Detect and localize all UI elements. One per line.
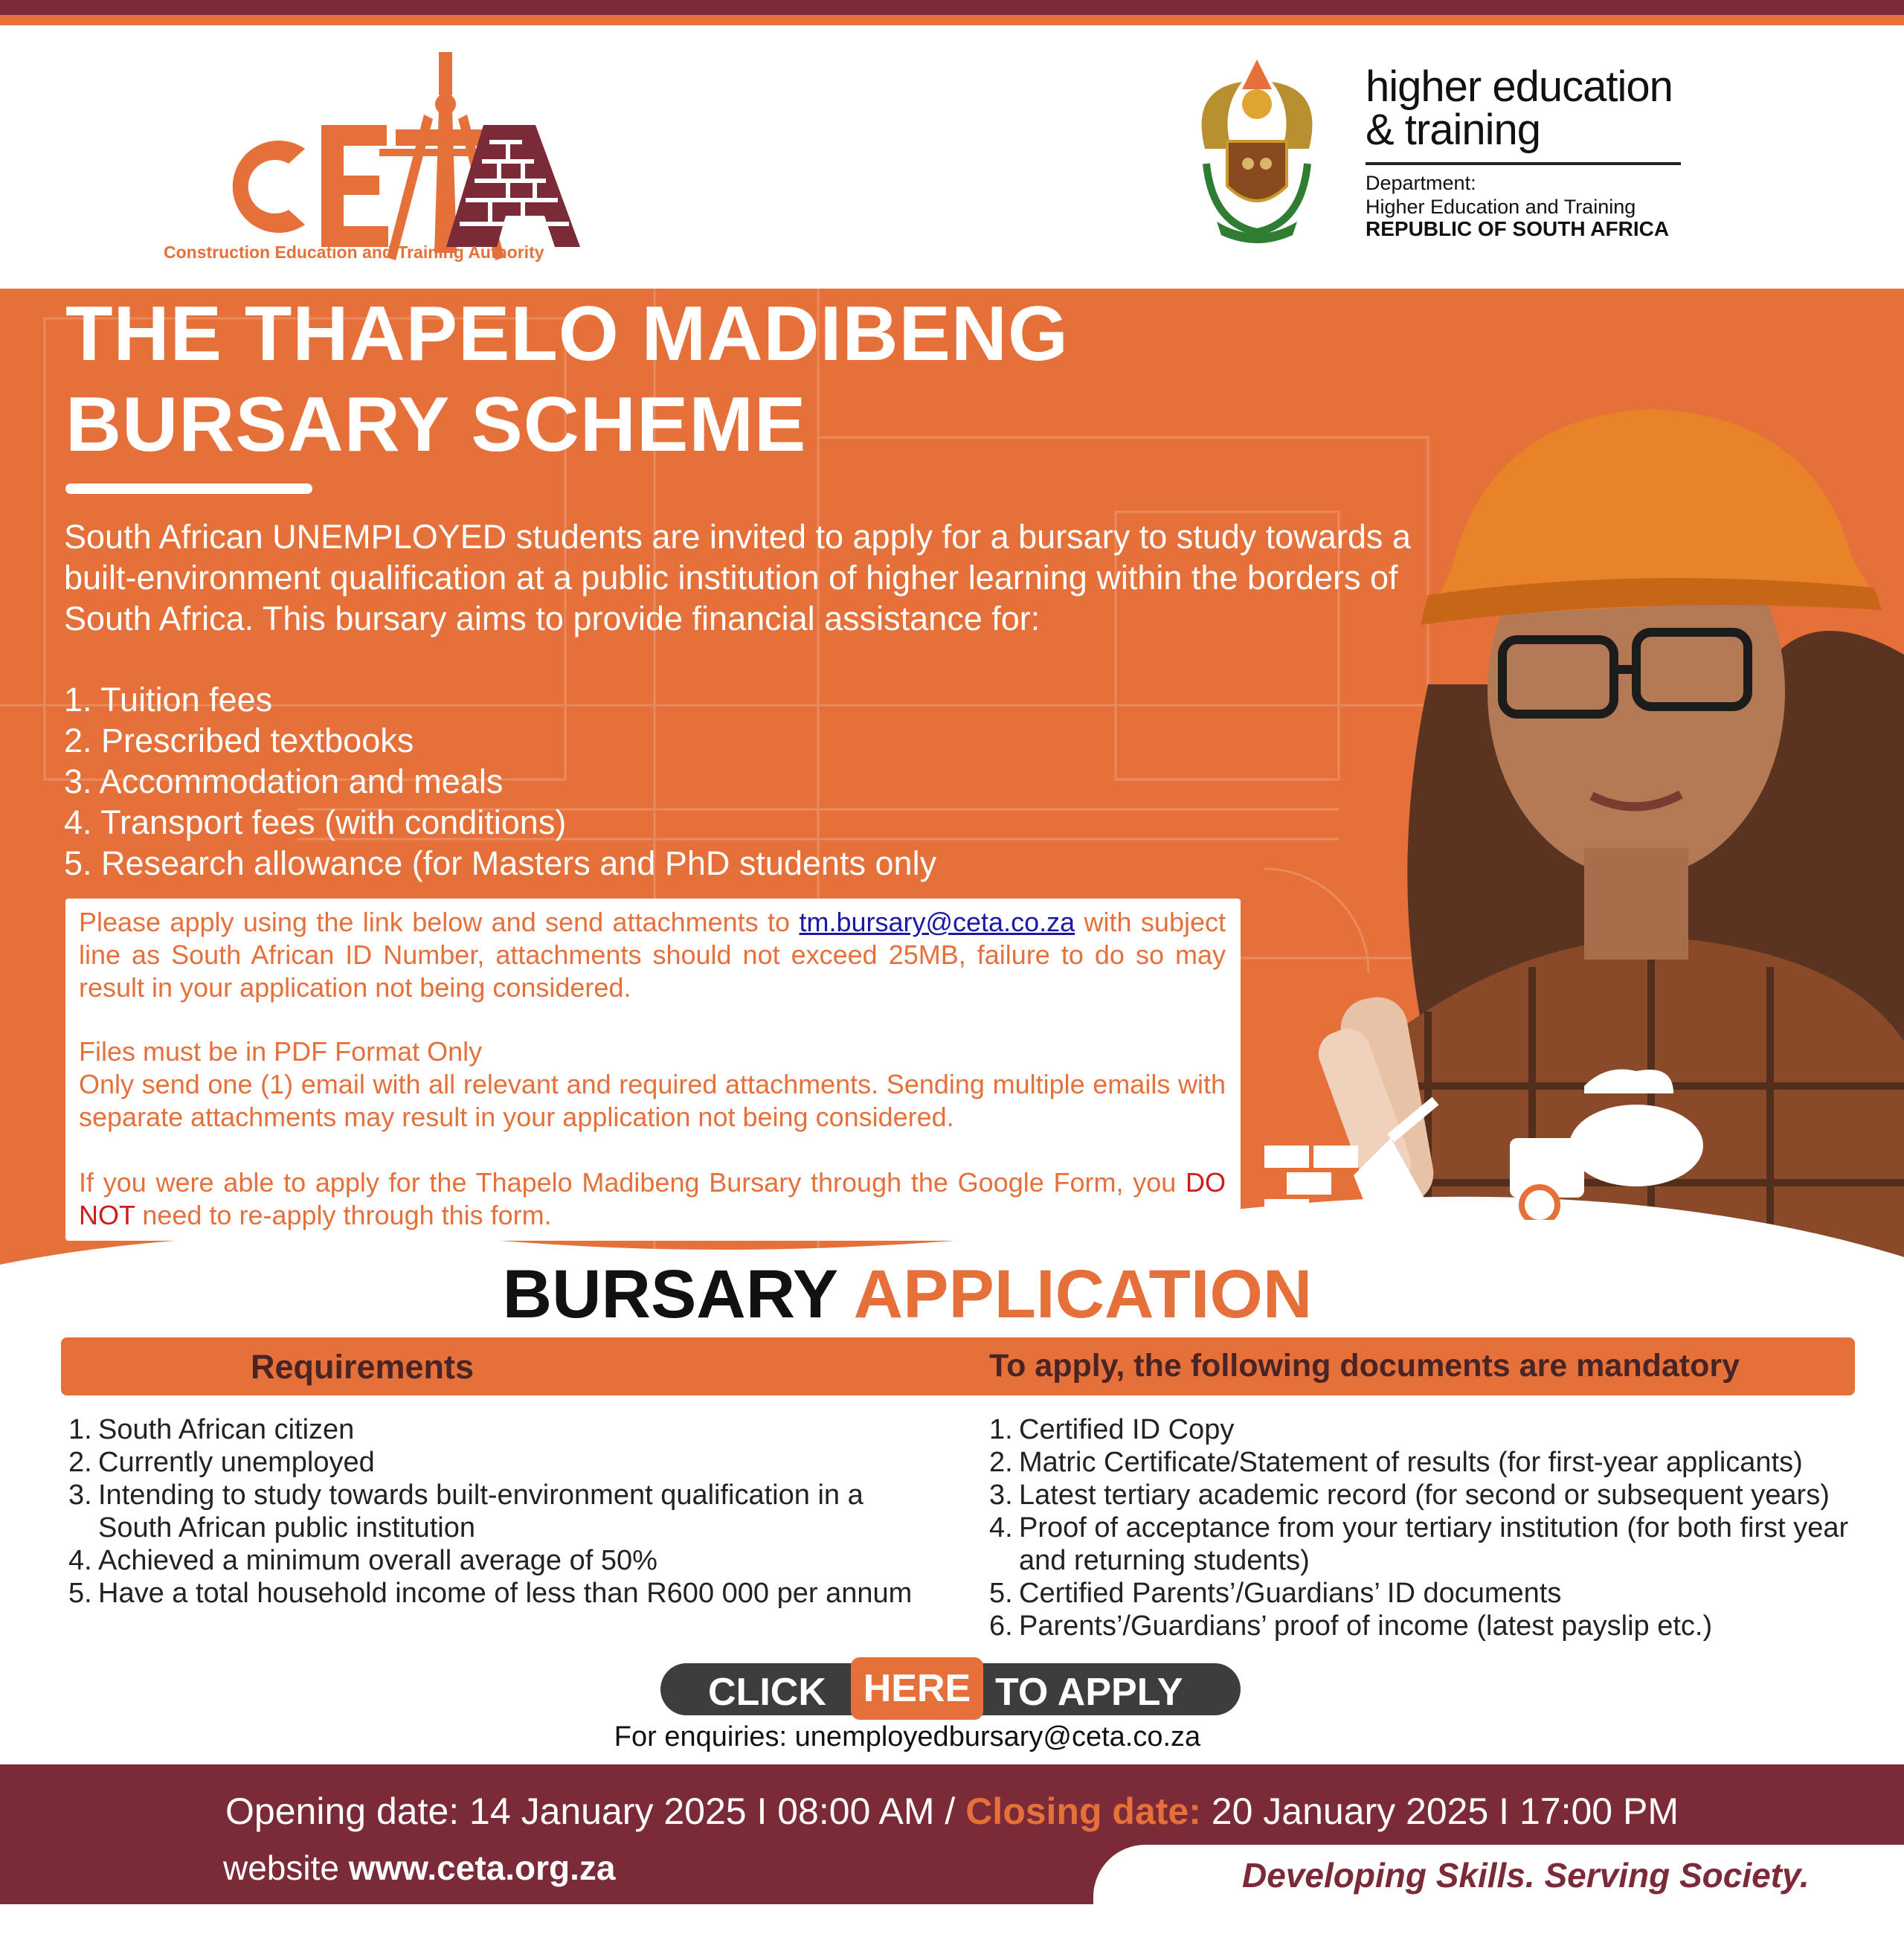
website	[223, 1848, 615, 1888]
list-item-text: Proof of acceptance from your tertiary institution (for both first year and returning students)	[1019, 1512, 1849, 1576]
benefits-list	[64, 679, 936, 884]
notice-text: need to re-apply through this form.	[135, 1200, 552, 1230]
list-item-text: Have a total household income of less than R600 000 per annum	[98, 1578, 913, 1609]
benefit-item: 3. Accommodation and meals	[64, 762, 504, 800]
top-stripe	[0, 0, 1904, 15]
list-item	[989, 1413, 1874, 1446]
page-title	[65, 289, 1069, 470]
requirements-header: Requirements	[250, 1348, 475, 1386]
list-item-number: 4.	[68, 1545, 92, 1576]
cta-to-apply-label[interactable]: TO APPLY	[995, 1671, 1183, 1714]
construction-icons	[1257, 997, 1718, 1220]
benefit-item: 2. Prescribed textbooks	[64, 722, 414, 759]
opening-date: Opening date: 14 January 2025 I 08:00 AM /	[225, 1790, 966, 1832]
list-item	[68, 1479, 946, 1544]
website-link[interactable]: www.ceta.org.za	[348, 1848, 616, 1887]
page-title-line1: THE THAPELO MADIBENG	[65, 291, 1069, 377]
benefit-item: 4. Transport fees (with conditions)	[64, 803, 567, 841]
list-item	[989, 1577, 1874, 1610]
bricks-icon	[1264, 1146, 1358, 1217]
cta-click-label[interactable]: CLICK	[708, 1671, 826, 1714]
do-not-emphasis: DO NOT	[79, 1167, 1226, 1230]
list-item	[989, 1446, 1874, 1479]
notice-text: Only send one (1) email with all relevant and required attachments. Sending multiple emails with separate attachments may result in your application not being considered.	[79, 1069, 1226, 1132]
list-item-text: Parents’/Guardians’ proof of income (latest payslip etc.)	[1019, 1610, 1713, 1642]
list-item	[989, 1511, 1874, 1577]
list-item-number: 3.	[989, 1480, 1013, 1511]
list-item-text: Certified Parents’/Guardians’ ID documents	[1019, 1578, 1562, 1609]
list-item	[989, 1610, 1874, 1642]
list-item-number: 3.	[68, 1480, 92, 1511]
notice-paragraph-format	[79, 1035, 1226, 1134]
list-item	[68, 1577, 946, 1610]
notice-text: with subject line as South African ID Number, attachments should not exceed 25MB, failure to do so may result in your application not being considered.	[79, 907, 1226, 1003]
requirements-list	[68, 1413, 946, 1610]
ceta-tagline: Construction Education and Training Authority	[164, 242, 544, 262]
notice-text: Please apply using the link below and send attachments to	[79, 907, 800, 937]
closing-date: 20 January 2025 I 17:00 PM	[1200, 1790, 1679, 1832]
dhet-dept-line2: Higher Education and Training	[1366, 196, 1636, 218]
enquiries-text: For enquiries: unemployedbursary@ceta.co.za	[614, 1721, 1201, 1753]
list-item-text: Latest tertiary academic record (for second or subsequent years)	[1019, 1480, 1830, 1511]
list-item-text: South African citizen	[98, 1414, 355, 1445]
list-item	[68, 1446, 946, 1479]
list-item	[989, 1479, 1874, 1511]
application-heading-part1: BURSARY	[502, 1256, 837, 1332]
ceta-logo	[156, 37, 595, 275]
dhet-dept-line1: Department:	[1366, 172, 1476, 194]
list-item-text: Achieved a minimum overall average of 50%	[98, 1545, 657, 1576]
notice-paragraph-google-form	[79, 1166, 1226, 1232]
list-item-text: Currently unemployed	[98, 1447, 375, 1478]
benefit-item: 5. Research allowance (for Masters and PhD students only	[64, 844, 937, 882]
list-item-text: Certified ID Copy	[1019, 1414, 1235, 1445]
notice-paragraph-apply	[79, 906, 1226, 1004]
application-heading	[0, 1257, 1815, 1331]
list-item-number: 1.	[989, 1414, 1013, 1445]
list-item-number: 6.	[989, 1610, 1013, 1642]
dhet-divider	[1366, 162, 1681, 165]
notice-text: If you were able to apply for the Thapelo Madibeng Bursary through the Google Form, you	[79, 1167, 1186, 1198]
documents-header: To apply, the following documents are mandatory	[989, 1348, 1740, 1384]
dhet-title-line1: higher education	[1366, 62, 1673, 111]
documents-list	[989, 1413, 1874, 1642]
intro-paragraph: South African UNEMPLOYED students are invited to apply for a bursary to study towards a built-environment qualification at a public institution of higher learning within the borders of South Africa. This bursary aims to provide financial assistance for:	[64, 518, 1411, 637]
application-dates	[0, 1790, 1904, 1833]
dhet-department	[1366, 171, 1636, 219]
list-item-text: Intending to study towards built-environment qualification in a South African public institution	[98, 1480, 863, 1543]
benefit-item: 1. Tuition fees	[64, 681, 273, 719]
list-item-number: 2.	[989, 1447, 1013, 1478]
list-item	[68, 1544, 946, 1577]
list-item-number: 5.	[68, 1578, 92, 1609]
list-item	[68, 1413, 946, 1446]
notice-text: Files must be in PDF Format Only	[79, 1036, 483, 1067]
coat-of-arms-icon	[1190, 60, 1324, 245]
application-heading-part2: APPLICATION	[853, 1256, 1313, 1332]
website-label: website	[223, 1848, 349, 1887]
cement-truck-icon	[1510, 1070, 1703, 1221]
dhet-country: REPUBLIC OF SOUTH AFRICA	[1366, 217, 1670, 240]
dhet-title	[1366, 62, 1673, 154]
cta-here-label[interactable]: HERE	[863, 1667, 971, 1710]
top-stripe-accent	[0, 15, 1904, 25]
bursary-email-link[interactable]: tm.bursary@ceta.co.za	[799, 907, 1075, 937]
list-item-number: 1.	[68, 1414, 92, 1445]
dhet-title-line2: & training	[1366, 106, 1541, 154]
slogan: Developing Skills. Serving Society.	[1242, 1856, 1810, 1895]
list-item-number: 2.	[68, 1447, 92, 1478]
page-title-line2: BURSARY SCHEME	[65, 382, 807, 468]
title-underline	[65, 484, 312, 494]
closing-date-label: Closing date:	[965, 1790, 1201, 1832]
list-item-number: 4.	[989, 1512, 1013, 1543]
list-item-number: 5.	[989, 1578, 1013, 1609]
list-item-text: Matric Certificate/Statement of results (for first-year applicants)	[1019, 1447, 1803, 1478]
